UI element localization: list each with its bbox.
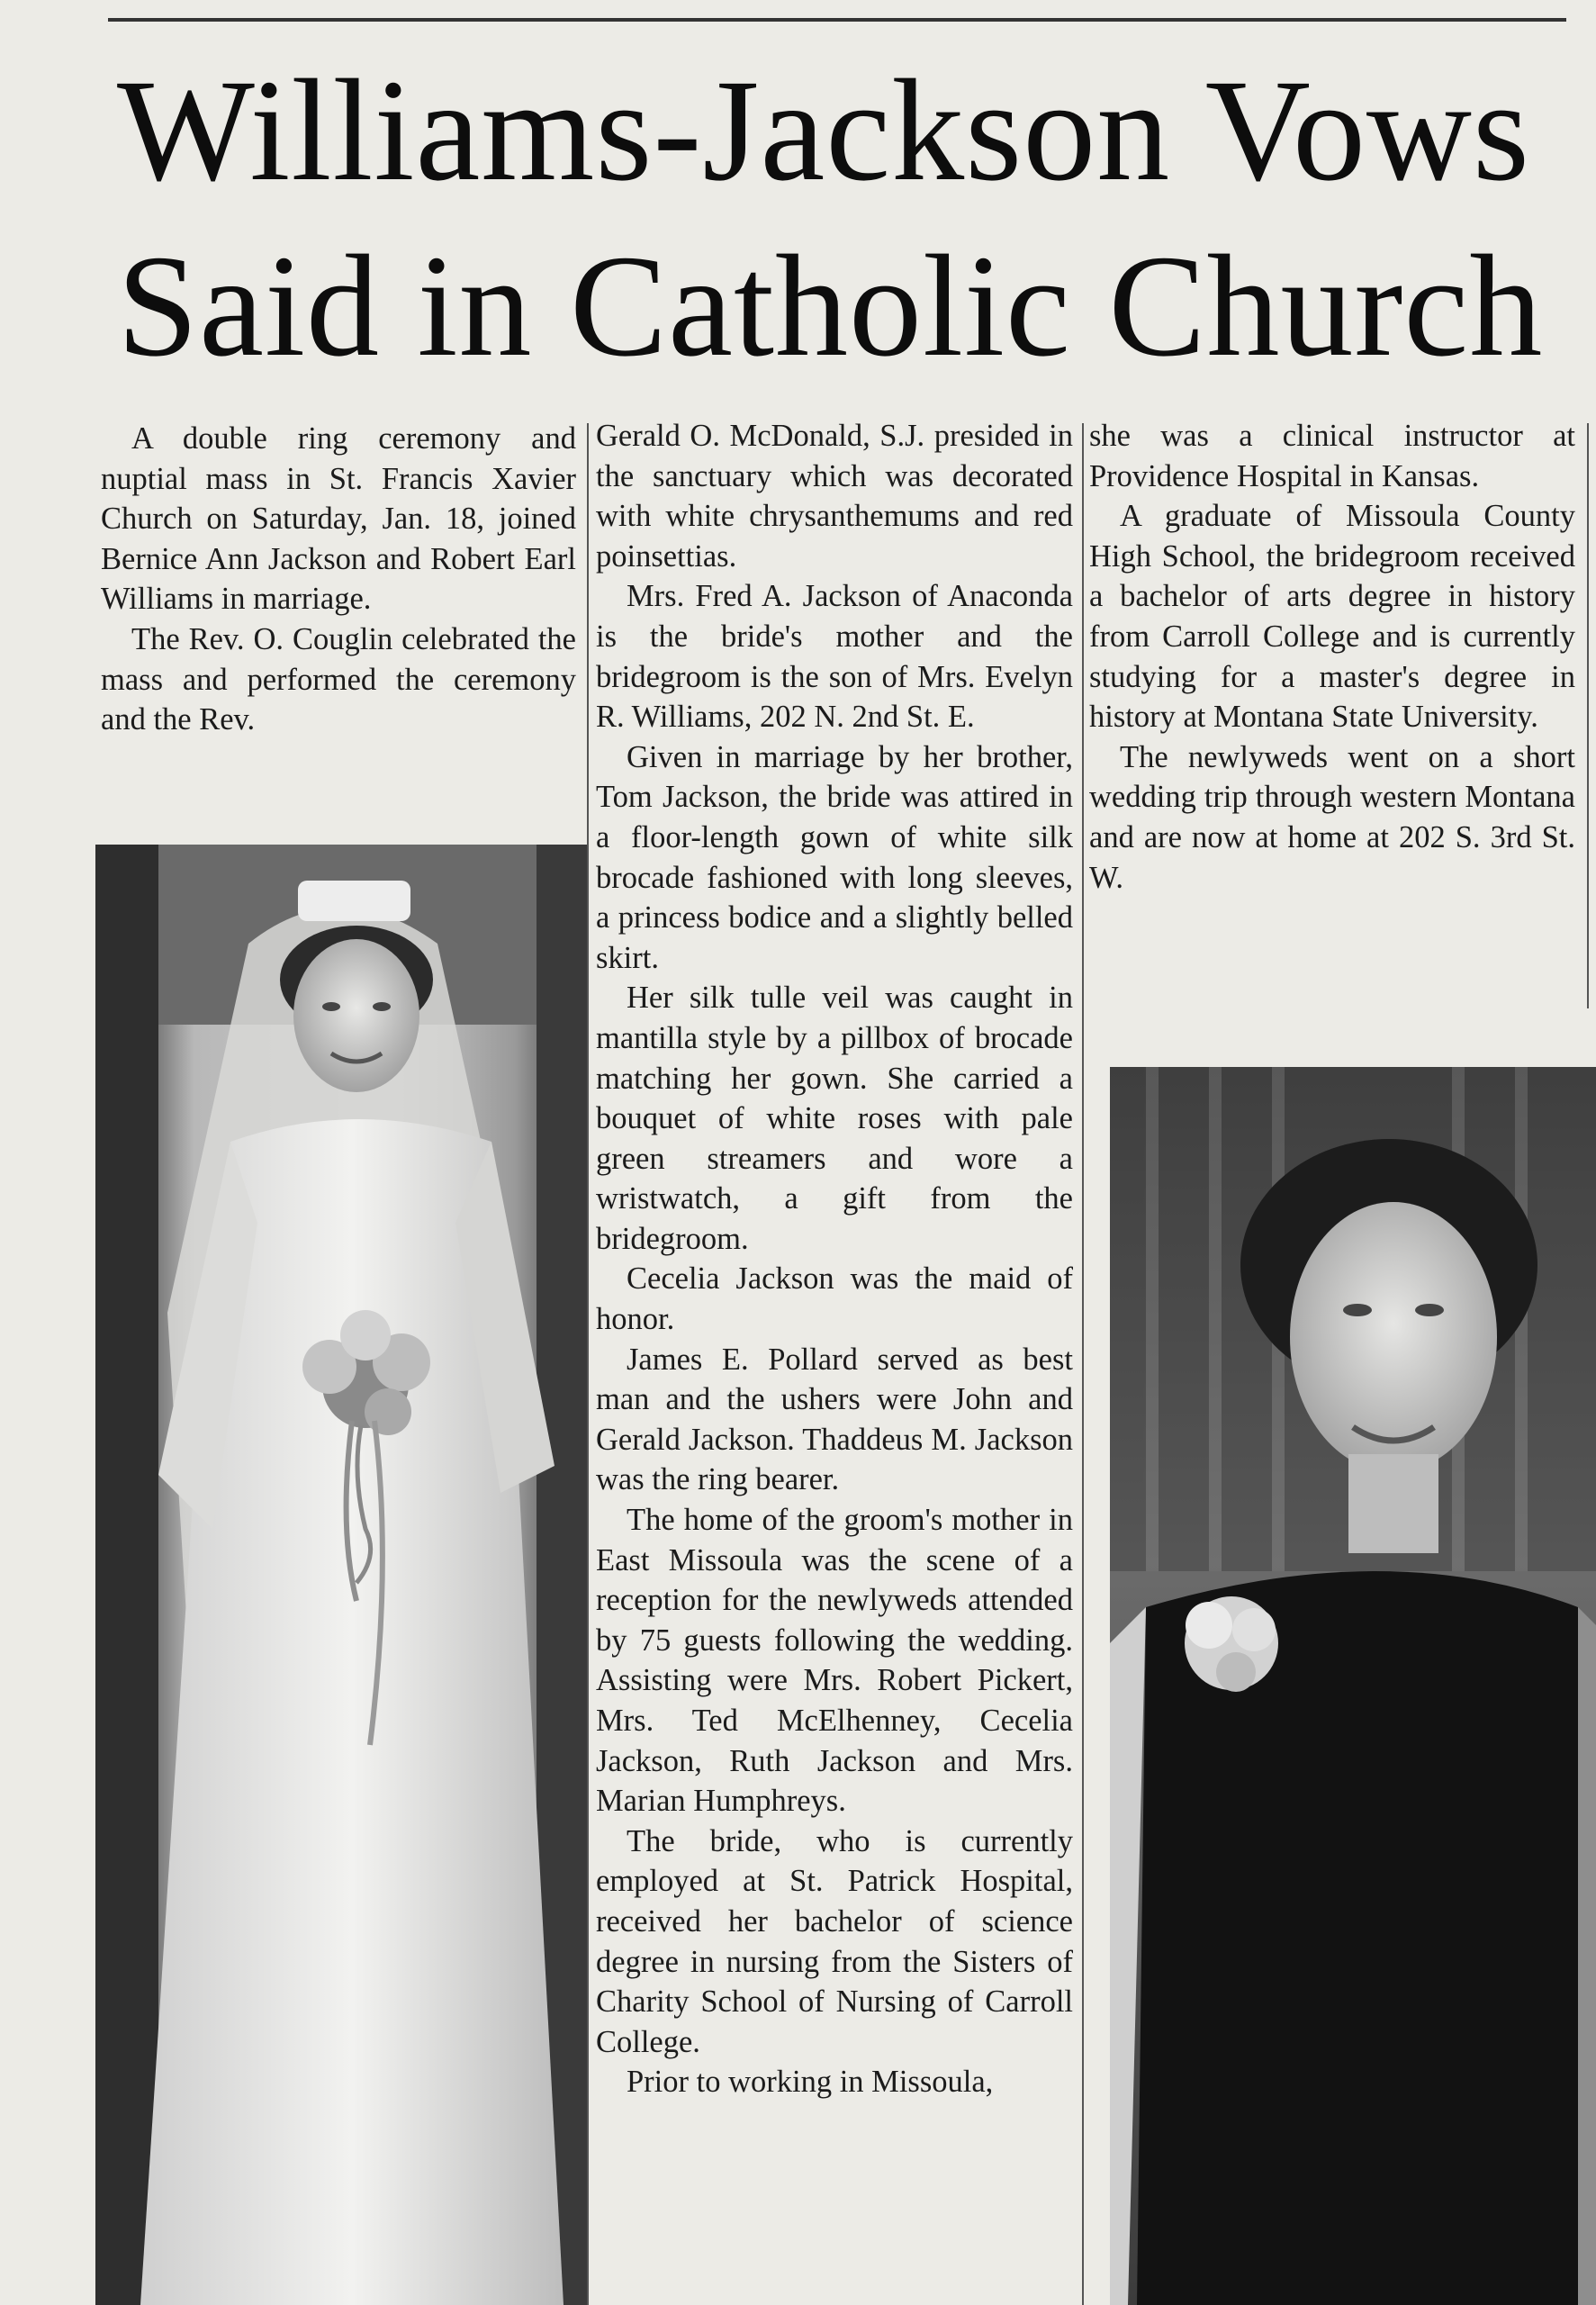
maid-of-honor-photo [1110, 1067, 1596, 2305]
bride-photo [95, 845, 589, 2305]
column-divider [1082, 423, 1084, 2305]
paragraph: The newlyweds went on a short wedding trip through western Montana and are now at home at 202 S. 3rd St. W. [1089, 739, 1575, 895]
paragraph: Given in marriage by her brother, Tom Jackson, the bride was attired in a floor-length gown of white silk brocade fashioned with long sleeves, a princess bodice and a slightly belled skirt. [596, 739, 1073, 975]
article-column-1 [101, 419, 576, 740]
paragraph: Gerald O. McDonald, S.J. presided in the sanctuary which was decorated with white chrysanthemums and red poinsettias. [596, 419, 1073, 574]
paragraph: James E. Pollard served as best man and the ushers were John and Gerald Jackson. Thaddeus M. Jackson was the ring bearer. [596, 1342, 1073, 1497]
paragraph: A double ring ceremony and nuptial mass in St. Francis Xavier Church on Saturday, Jan. 18, joined Bernice Ann Jackson and Robert Earl Williams in marriage. [101, 421, 576, 617]
bride-photo-image [95, 845, 589, 2305]
column-divider [1587, 423, 1589, 1008]
top-rule [108, 18, 1566, 22]
paragraph: The home of the groom's mother in East Missoula was the scene of a reception for the newlyweds attended by 75 guests following the wedding. Assisting were Mrs. Robert Pickert, Mrs. Ted McElhenney, Cecelia Jackson, Ruth Jackson and Mrs. Marian Humphreys. [596, 1503, 1073, 1819]
paragraph: Cecelia Jackson was the maid of honor. [596, 1261, 1073, 1337]
maid-of-honor-photo-image [1110, 1067, 1596, 2305]
headline-line-1: Williams-Jackson Vows [117, 50, 1530, 212]
headline [117, 43, 1575, 394]
paragraph: The bride, who is currently employed at St. Patrick Hospital, received her bachelor of science degree in nursing from the Sisters of Charity School of Nursing of Carroll College. [596, 1823, 1073, 2059]
article-column-3 [1089, 416, 1575, 898]
headline-line-2: Said in Catholic Church [117, 226, 1544, 387]
paragraph: Mrs. Fred A. Jackson of Anaconda is the bride's mother and the bridegroom is the son of Mrs. Evelyn R. Williams, 202 N. 2nd St. E. [596, 579, 1073, 735]
paragraph: Prior to working in Missoula, [627, 2065, 994, 2100]
paragraph: she was a clinical instructor at Providence Hospital in Kansas. [1089, 419, 1575, 493]
article-column-2 [596, 416, 1073, 2102]
column-divider [587, 423, 589, 2305]
paragraph: Her silk tulle veil was caught in mantilla style by a pillbox of brocade matching her gown. She carried a bouquet of white roses with pale green streamers and wore a wristwatch, a gift from the bridegroom. [596, 981, 1073, 1256]
paragraph: The Rev. O. Couglin celebrated the mass and performed the ceremony and the Rev. [101, 621, 576, 737]
paragraph: A graduate of Missoula County High School, the bridegroom received a bachelor of arts degree in history from Carroll College and is currently studying for a master's degree in history at Montana State University. [1089, 499, 1575, 735]
